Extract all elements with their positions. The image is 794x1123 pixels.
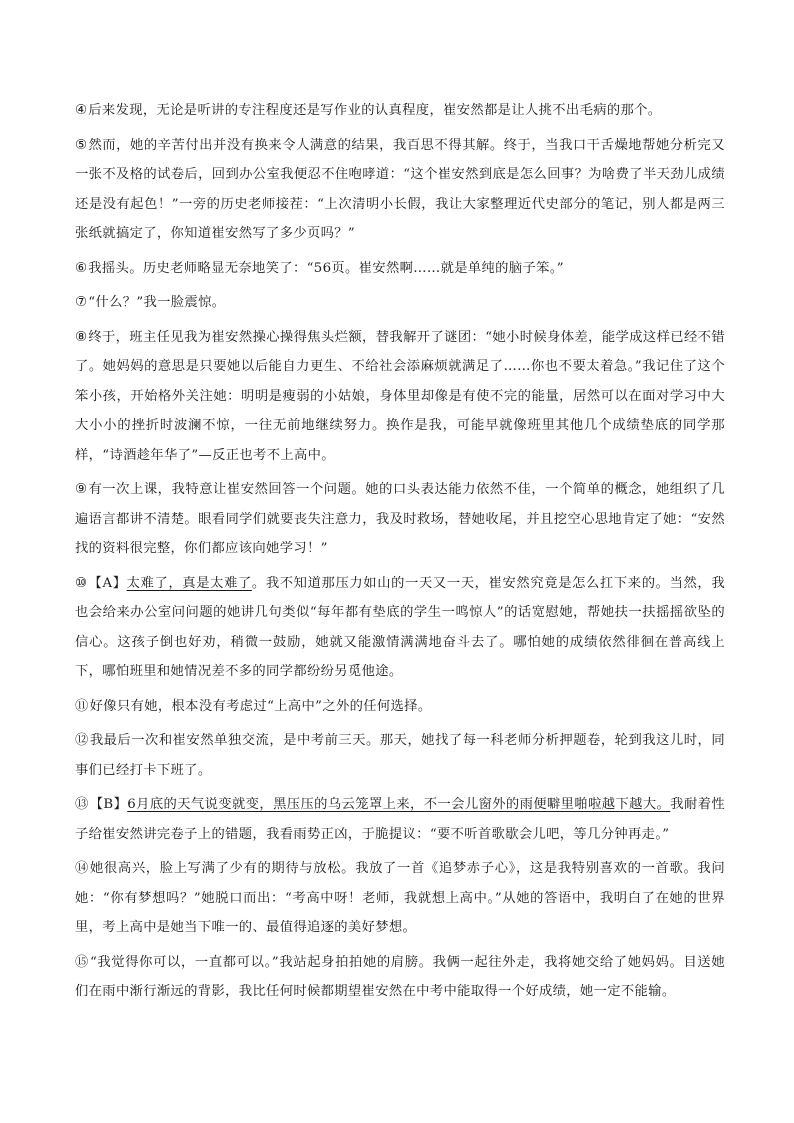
- paragraph-6: ⑥我摇头。历史老师略显无奈地笑了：“56页。崔安然啊……就是单纯的脑子笨。”: [75, 260, 564, 276]
- marker-b: 【B】: [89, 797, 128, 812]
- document-body: [75, 96, 725, 1012]
- paragraph-4: ④后来发现，无论是听讲的专注程度还是写作业的认真程度，崔安然都是让人挑不出毛病的那个。: [75, 103, 662, 118]
- underlined-sentence-b: 6月底的天气说变就变，黑压压的乌云笼罩上来，不一会儿窗外的雨便噼里啪啦越下越大。: [127, 797, 671, 812]
- paragraph-9: ⑨有一次上课，我特意让崔安然回答一个问题。她的口头表达能力依然不佳，一个简单的概念，她组织了几遍语言都讲不清楚。眼看同学们就要丧失注意力，我及时救场，替她收尾，并且挖空心思地肯定了她：“安然找的资料很完整，你们都应该向她学习！”: [75, 482, 725, 556]
- paragraph-15: ⑮“我觉得你可以，一直都可以。”我站起身拍拍她的肩膀。我俩一起往外走，我将她交给了她妈妈。目送她们在雨中渐行渐远的背影，我比任何时候都期望崔安然在中考中能取得一个好成绩，她一定不能输。: [75, 954, 725, 999]
- paragraph-8: ⑧终于，班主任见我为崔安然操心操得焦头烂额，替我解开了谜团：“她小时候身体差，能学成这样已经不错了。她妈妈的意思是只要她以后能自力更生、不给社会添麻烦就满足了……你也不要太着急。”我记住了这个笨小孩，开始格外关注她：明明是瘦弱的小姑娘，身体里却像是有使不完的能量，居然可以在面对学习中大大小小的挫折时波澜不惊，一往无前地继续努力。换作是我，可能早就像班里其他几个成绩垫底的同学那样，“诗酒趁年华了”—反正也考不上高中。: [75, 329, 725, 463]
- paragraph-14: ⑭她很高兴，脸上写满了少有的期待与放松。我放了一首《追梦赤子心》，这是我特别喜欢的一首歌。我问她：“你有梦想吗？”她脱口而出：“考高中呀！老师，我就想上高中。”从她的答语中，我明白了在她的世界里，考上高中是她当下唯一的、最值得追逐的美好梦想。: [75, 861, 725, 935]
- underlined-sentence-a: 太难了，真是太难了: [126, 575, 252, 591]
- marker-a: 【A】: [88, 575, 127, 591]
- paragraph-13: ⑬【B】6月底的天气说变就变，黑压压的乌云笼罩上来，不一会儿窗外的雨便噼里啪啦越下越大。我耐着性子给崔安然讲完卷子上的错题，我看雨势正凶，于脆提议：“要不听首歌歇会儿吧，等几分钟再走。”: [75, 797, 725, 842]
- paragraph-12: ⑫我最后一次和崔安然单独交流，是中考前三天。那天，她找了每一科老师分析押题卷，轮到我这儿时，同事们已经打卡下班了。: [75, 733, 725, 778]
- paragraph-11: ⑪好像只有她，根本没有考虑过“上高中”之外的任何选择。: [75, 698, 432, 714]
- paragraph-7: ⑦“什么？”我一脸震惊。: [75, 295, 226, 310]
- paragraph-10: ⑩【A】太难了，真是太难了。我不知道那压力如山的一天又一天，崔安然究竟是怎么扛下来的。当然，我也会给来办公室问问题的她讲几句类似“每年都有垫底的学生一鸣惊人”的话宽慰她，帮她扶一扶摇摇欲坠的信心。这孩子倒也好劝，稍微一鼓励，她就又能激情满满地奋斗去了。哪怕她的成绩依然徘徊在普高线上下，哪怕班里和她情况差不多的同学都纷纷另觅他途。: [75, 575, 725, 679]
- paragraph-5: ⑤然而，她的辛苦付出并没有换来令人满意的结果，我百思不得其解。终于，当我口干舌燥地帮她分析完又一张不及格的试卷后，回到办公室我便忍不住咆哮道：“这个崔安然到底是怎么回事？为啥费了半天劲儿成绩还是没有起色！”一旁的历史老师接茬：“上次清明小长假，我让大家整理近代史部分的笔记，别人都是两三张纸就搞定了，你知道崔安然写了多少页吗？”: [75, 137, 725, 241]
